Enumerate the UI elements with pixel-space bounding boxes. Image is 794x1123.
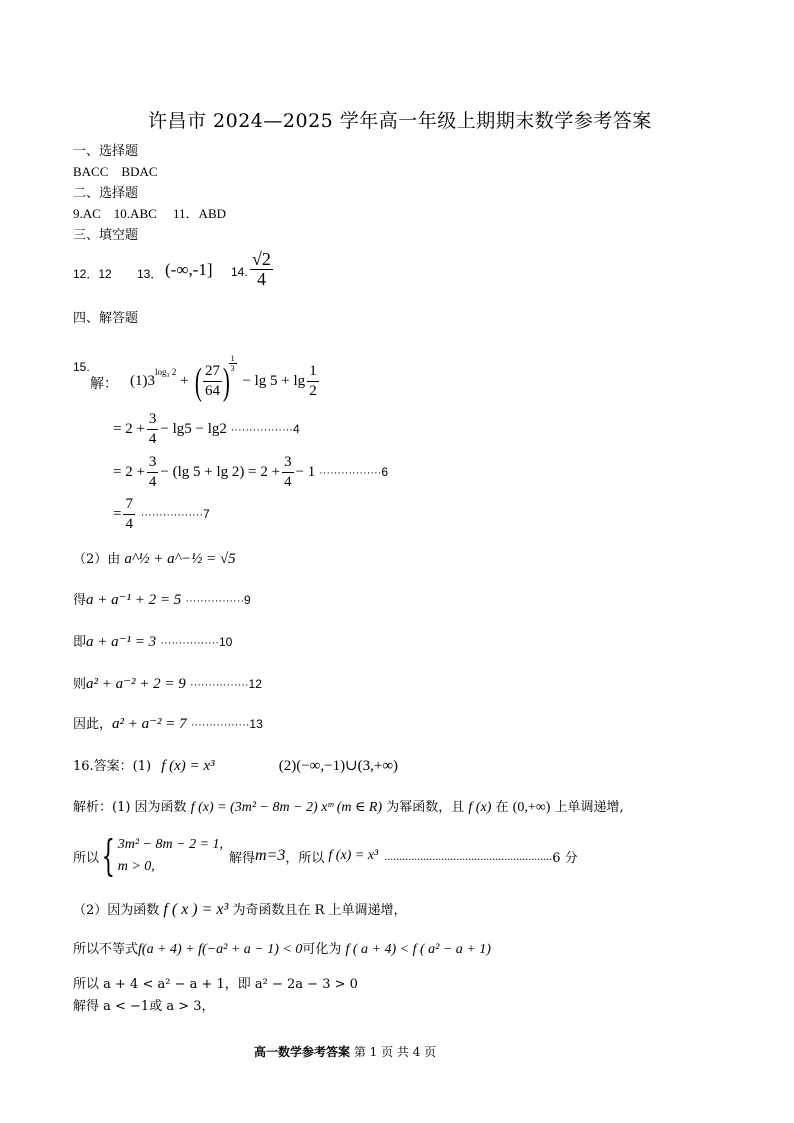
score-6: 6	[381, 464, 389, 479]
q15-part2-intro: （2）由 a^½ + a^−½ = √5	[73, 551, 236, 567]
q15-line13: 因此，a² + a⁻² = 7 ················13	[73, 716, 263, 732]
multi-answers: 9.AC 10.ABC 11．ABD	[73, 206, 227, 221]
fill-q14-fraction: $\frac{√2}{4}$	[252, 249, 271, 289]
score-4: 4	[292, 421, 300, 436]
score-10: 10	[218, 635, 233, 649]
score-6-fen: 6 分	[552, 850, 578, 866]
section-heading-multi: 二、选择题	[73, 186, 139, 201]
score-12: 12	[248, 677, 262, 691]
fill-q13-label: 13．	[137, 267, 163, 281]
q15-step3: = $\frac{7}{4}$ ·················7	[113, 496, 210, 532]
fill-q14-label: 14.	[231, 265, 248, 279]
q15-part1-expr: $(1)3^{log_3 2}$ + ( $\frac{27}{64}$ ) $\frac{1}{3}$ − lg 5 + lg $\frac{1}{2}$	[130, 354, 317, 403]
q15-line9: 得a + a⁻¹ + 2 = 5 ················9	[73, 592, 251, 608]
q16-analysis-1: 解析：(1) 因为函数 f (x) = (3m² − 8m − 2) xᵐ (m ∈ R) 为幂函数，且 f (x) 在 (0,+∞) 上单调递增,	[73, 800, 624, 815]
fill-q12: 12．12	[73, 267, 112, 281]
q16-line-quadratic: 所以 a + 4 < a² − a + 1，即 a² − 2a − 3 > 0	[73, 977, 358, 992]
q16-part2-intro: （2）因为函数 f ( x ) = x³ 为奇函数且在 R 上单调递增，	[73, 901, 407, 918]
q15-line12: 则a² + a⁻² + 2 = 9 ················12	[73, 676, 262, 692]
q16-line-solution: 解得 a < −1或 a > 3，	[73, 999, 215, 1014]
score-13: 13	[249, 717, 263, 731]
fill-q13-value: (-∞,-1]	[165, 260, 213, 279]
q15-step1: = 2 + $\frac{3}{4}$ − lg5 − lg2 ·················4	[113, 411, 300, 447]
q16-system-line: 所以 { 3m² − 8m − 2 = 1, m > 0, 解得 m=3 ，所以 f (x) = x³ ........................................................ 6 分	[73, 831, 578, 880]
q16-answer-line: 16.答案：(1) f (x) = x³ (2)(−∞,−1)∪(3,+∞)	[73, 758, 399, 774]
q15-line10: 即a + a⁻¹ = 3 ················10	[73, 634, 233, 650]
q15-jie: 解：	[90, 376, 118, 392]
q16-inequality-line: 所以不等式f(a + 4) + f(−a² + a − 1) < 0可化为 f ( a + 4) < f ( a² − a + 1)	[73, 942, 491, 957]
choice-answers: BACC BDAC	[73, 164, 158, 179]
section-heading-solve: 四、解答题	[73, 311, 139, 326]
page-title: 许昌市 2024—2025 学年高一年级上期期末数学参考答案	[148, 110, 652, 132]
score-9: 9	[244, 593, 251, 607]
q15-label: 15.	[73, 360, 90, 374]
page-footer: 高一数学参考答案 第 1 页 共 4 页	[254, 1045, 437, 1059]
section-heading-choice: 一、选择题	[73, 144, 139, 159]
score-7: 7	[203, 506, 210, 521]
section-heading-fill: 三、填空题	[73, 228, 139, 243]
q15-step2: = 2 + $\frac{3}{4}$ − (lg 5 + lg 2) = 2 + $\frac{3}{4}$ − 1 ·················6	[113, 454, 389, 490]
